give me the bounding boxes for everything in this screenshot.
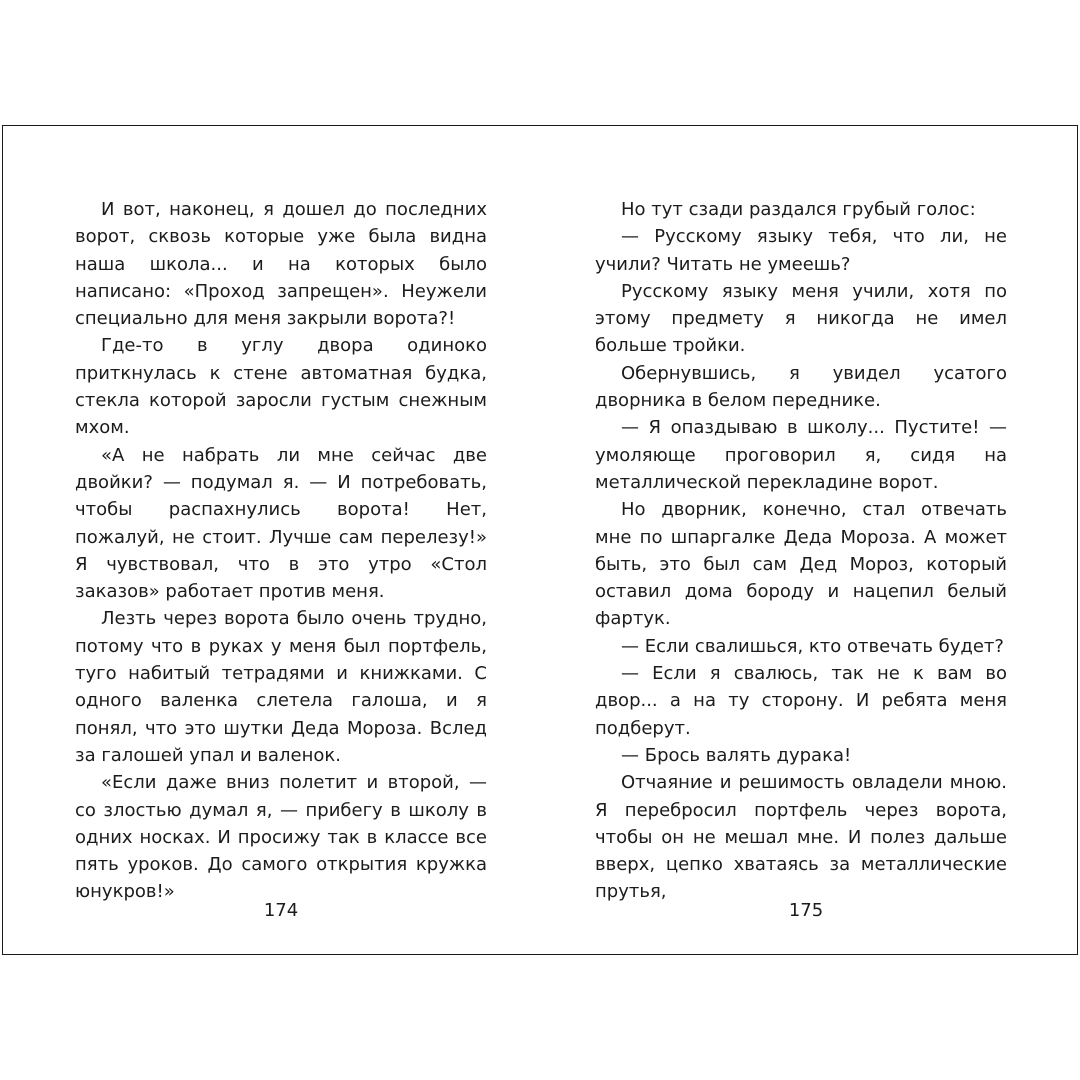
paragraph: — Русскому языку тебя, что ли, не учили? Читать не умеешь? [595, 226, 1007, 275]
paragraph: Но тут сзади раздался грубый голос: [621, 199, 976, 220]
right-page-text [595, 196, 1007, 906]
right-page-number: 175 [788, 900, 824, 921]
left-page-text [75, 196, 487, 906]
paragraph: — Если я свалюсь, так не к вам во двор... а на ту сторону. И ребята меня подберут. [595, 663, 1007, 739]
paragraph: Русскому языку меня учили, хотя по этому предмету я никогда не имел больше тройки. [595, 280, 1007, 357]
paragraph: — Брось валять дурака! [621, 744, 852, 766]
paragraph: Отчаяние и решимость овладели мною. Я перебросил портфель через ворота, чтобы он не мешал мне. И полез дальше вверх, цепко хватаясь за металлические прутья, [595, 772, 1007, 903]
paragraph: Обернувшись, я увидел усатого дворника в белом переднике. [595, 362, 1007, 412]
paragraph: — Я опаздываю в школу... Пустите! — умоляюще проговорил я, сидя на металлической перекладине ворот. [595, 417, 1007, 493]
paragraph: И вот, наконец, я дошел до последних ворот, сквозь которые уже была видна наша школа... и на которых было написано: «Проход запрещен». Неужели специально для меня закрыли ворота?! [75, 199, 487, 330]
left-page-number: 174 [263, 900, 299, 921]
paragraph: — Если свалишься, кто отвечать будет? [621, 635, 1004, 657]
paragraph: «А не набрать ли мне сейчас две двойки? — подумал я. — И потребовать, чтобы распахнулись ворота! Нет, пожалуй, не стоит. Лучше сам перелезу!» Я чувствовал, что в это утро «Стол заказов» работает против меня. [75, 444, 487, 603]
paragraph: «Если даже вниз полетит и второй, — со злостью думал я, — прибегу в школу в одних носках. И просижу так в классе все пять уроков. До самого открытия кружка юнукров!» [75, 772, 487, 903]
paragraph: Но дворник, конечно, стал отвечать мне по шпаргалке Деда Мороза. А может быть, это был сам Дед Мороз, который оставил дома бороду и нацепил белый фартук. [595, 499, 1007, 630]
book-spread [2, 125, 1078, 955]
paragraph: Лезть через ворота было очень трудно, потому что в руках у меня был портфель, туго набитый тетрадями и книжками. С одного валенка слетела галоша, и я понял, что это шутки Деда Мороза. Вслед за галошей упал и валенок. [75, 608, 487, 766]
paragraph: Где-то в углу двора одиноко приткнулась к стене автоматная будка, стекла которой заросли густым снежным мхом. [75, 335, 487, 439]
